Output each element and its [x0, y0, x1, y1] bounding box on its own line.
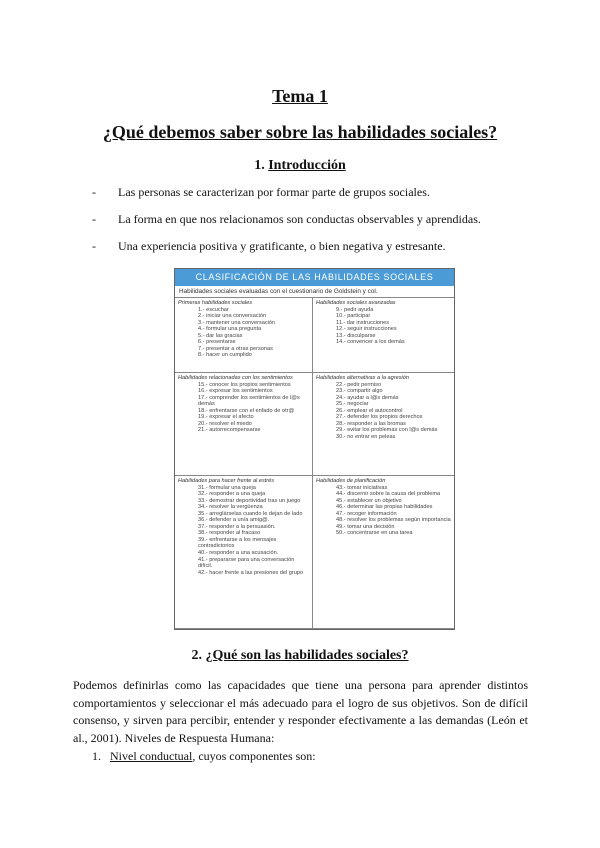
table-grid — [175, 298, 454, 629]
skill-item: 31.- formular una queja — [198, 484, 256, 491]
skill-item: 34.- resolver la vergüenza — [198, 504, 263, 511]
skill-item: 28.- responder a las bromas — [336, 420, 406, 427]
skill-item: 33.- demostrar deportividad tras un juego — [198, 497, 301, 504]
table-cell — [175, 373, 313, 476]
bullet-dash: - — [92, 239, 96, 253]
table-header: CLASIFICACIÓN DE LAS HABILIDADES SOCIALES — [175, 269, 454, 286]
bullet-dash: - — [92, 212, 96, 226]
skill-item: 46.- determinar las propias habilidades — [336, 504, 433, 511]
section-number: 2. — [191, 648, 202, 663]
skill-item: 12.- seguir instrucciones — [336, 326, 397, 333]
bullet-text: La forma en que nos relacionamos son conductas observables y aprendidas. — [118, 212, 481, 226]
cell-heading: Habilidades para hacer frente al estrés — [178, 478, 275, 484]
skill-item: 29.- evitar los problemas con l@s demás — [336, 427, 438, 434]
skill-item: 21.- autorrecompensarse — [198, 427, 261, 434]
section-number: 1. — [254, 158, 265, 173]
skill-item: 7.- presentar a otras personas — [198, 345, 273, 352]
cell-heading: Habilidades alternativas a la agresión — [316, 375, 409, 381]
table-cell — [313, 373, 454, 476]
skill-item: 38.- responder al fracaso — [198, 530, 261, 537]
bullet-dash: - — [92, 185, 96, 199]
bullet-list — [92, 184, 542, 265]
skill-item: 10.- participar — [336, 313, 371, 320]
skill-item: 36.- defender a un/a amig@. — [198, 517, 270, 524]
skill-item: 47.- recoger información — [336, 510, 397, 517]
skill-item: 8.- hacer un cumplido — [198, 352, 252, 359]
cell-heading: Primeras habilidades sociales — [178, 300, 252, 306]
skill-item: 19.- expresar el afecto — [198, 414, 254, 421]
bullet-text: Una experiencia positiva y gratificante, o bien negativa y estresante. — [118, 239, 446, 253]
document-subtitle: ¿Qué debemos saber sobre las habilidades sociales? — [102, 122, 498, 142]
document-title: Tema 1 — [272, 86, 328, 106]
bullet-item — [92, 211, 542, 238]
skill-item: 13.- disculparse — [336, 332, 376, 339]
skill-item: 37.- responder a la persuasión. — [198, 523, 276, 530]
skill-item: 15.- conocer los propios sentimientos — [198, 381, 291, 388]
body-paragraph: Podemos definirlas como las capacidades que tiene una persona para aprender distintos comportamientos y seleccionar el más adecuado para el logro de sus objetivos. Son de difícil consenso, y sirven para percibir, entender y responder efectivamente a las demandas (León et al., 2001). Niveles de Respuesta Humana: — [73, 678, 528, 746]
table-cell — [313, 298, 454, 373]
skill-item: 32.- responder a una queja — [198, 491, 266, 498]
cell-heading: Habilidades sociales avanzadas — [316, 300, 396, 306]
skill-item: 6.- presentarse — [198, 339, 236, 346]
skill-item: 26.- emplear el autocontrol — [336, 407, 403, 414]
table-cell — [313, 476, 454, 629]
bullet-item — [92, 184, 542, 211]
skill-item: 17.- comprender los sentimientos de l@s demás — [198, 394, 300, 408]
skill-item: 3.- mantener una conversación — [198, 319, 276, 326]
skill-item: 22.- pedir permiso — [336, 381, 382, 388]
skill-item: 14.- convencer a los demás — [336, 339, 405, 346]
section-label: Introducción — [268, 158, 346, 173]
skill-item: 39.- enfrentarse a los mensajes contradictorios — [198, 536, 277, 550]
skill-item: 24.- ayudar a l@s demás — [336, 394, 399, 401]
skill-item: 20.- resolver el miedo — [198, 420, 252, 427]
skill-item: 1.- escuchar — [198, 306, 229, 313]
skill-item: 40.- responder a una acusación. — [198, 550, 279, 557]
list-item-rest: , cuyos componentes son: — [192, 749, 316, 763]
skills-classification-table — [174, 268, 455, 630]
list-number: 1. — [92, 749, 101, 763]
skill-item: 30.- no entrar en peleas — [336, 433, 396, 440]
cell-heading: Habilidades relacionadas con los sentimientos — [178, 375, 293, 381]
skill-item: 16.- expresar los sentimientos — [198, 388, 273, 395]
skill-item: 42.- hacer frente a las presiones del grupo — [198, 569, 304, 576]
skill-item: 9.- pedir ayuda — [336, 306, 374, 313]
skill-item: 23.- compartir algo — [336, 388, 383, 395]
table-subheader: Habilidades sociales evaluadas con el cuestionario de Goldstein y col. — [175, 286, 454, 298]
section-heading-introduccion — [0, 158, 600, 174]
skill-item: 44.- discernir sobre la causa del problema — [336, 491, 441, 498]
skill-item: 5.- dar las gracias — [198, 332, 243, 339]
skill-item: 4.- formular una pregunta — [198, 326, 262, 333]
list-item-label: Nivel conductual — [110, 749, 193, 763]
skill-item: 41.- prepararse para una conversación difícil. — [198, 556, 295, 570]
skill-item: 11.- dar instrucciones — [336, 319, 390, 326]
table-cell — [175, 298, 313, 373]
skill-item: 18.- enfrentarse con el enfado de otr@ — [198, 407, 295, 414]
skill-item: 45.- establecer un objetivo — [336, 497, 402, 504]
cell-heading: Habilidades de planificación — [316, 478, 386, 484]
skill-item: 43.- tomar iniciativas — [336, 484, 388, 491]
skill-item: 25.- negociar — [336, 401, 369, 408]
skill-item: 27.- defender los propios derechos — [336, 414, 423, 421]
skill-item: 50.- concentrarse en una tarea — [336, 530, 413, 537]
section-label: ¿Qué son las habilidades sociales? — [205, 648, 409, 663]
section-heading-que-son — [0, 648, 600, 664]
skill-item: 48.- resolver los problemas según importancia — [336, 517, 451, 524]
numbered-list-item — [92, 749, 316, 764]
skill-item: 2.- iniciar una conversación — [198, 313, 267, 320]
bullet-item — [92, 238, 542, 265]
skill-item: 49.- tomar una decisión — [336, 523, 395, 530]
skill-item: 35.- arreglárselas cuando le dejan de lado — [198, 510, 303, 517]
table-cell — [175, 476, 313, 629]
bullet-text: Las personas se caracterizan por formar parte de grupos sociales. — [118, 185, 430, 199]
